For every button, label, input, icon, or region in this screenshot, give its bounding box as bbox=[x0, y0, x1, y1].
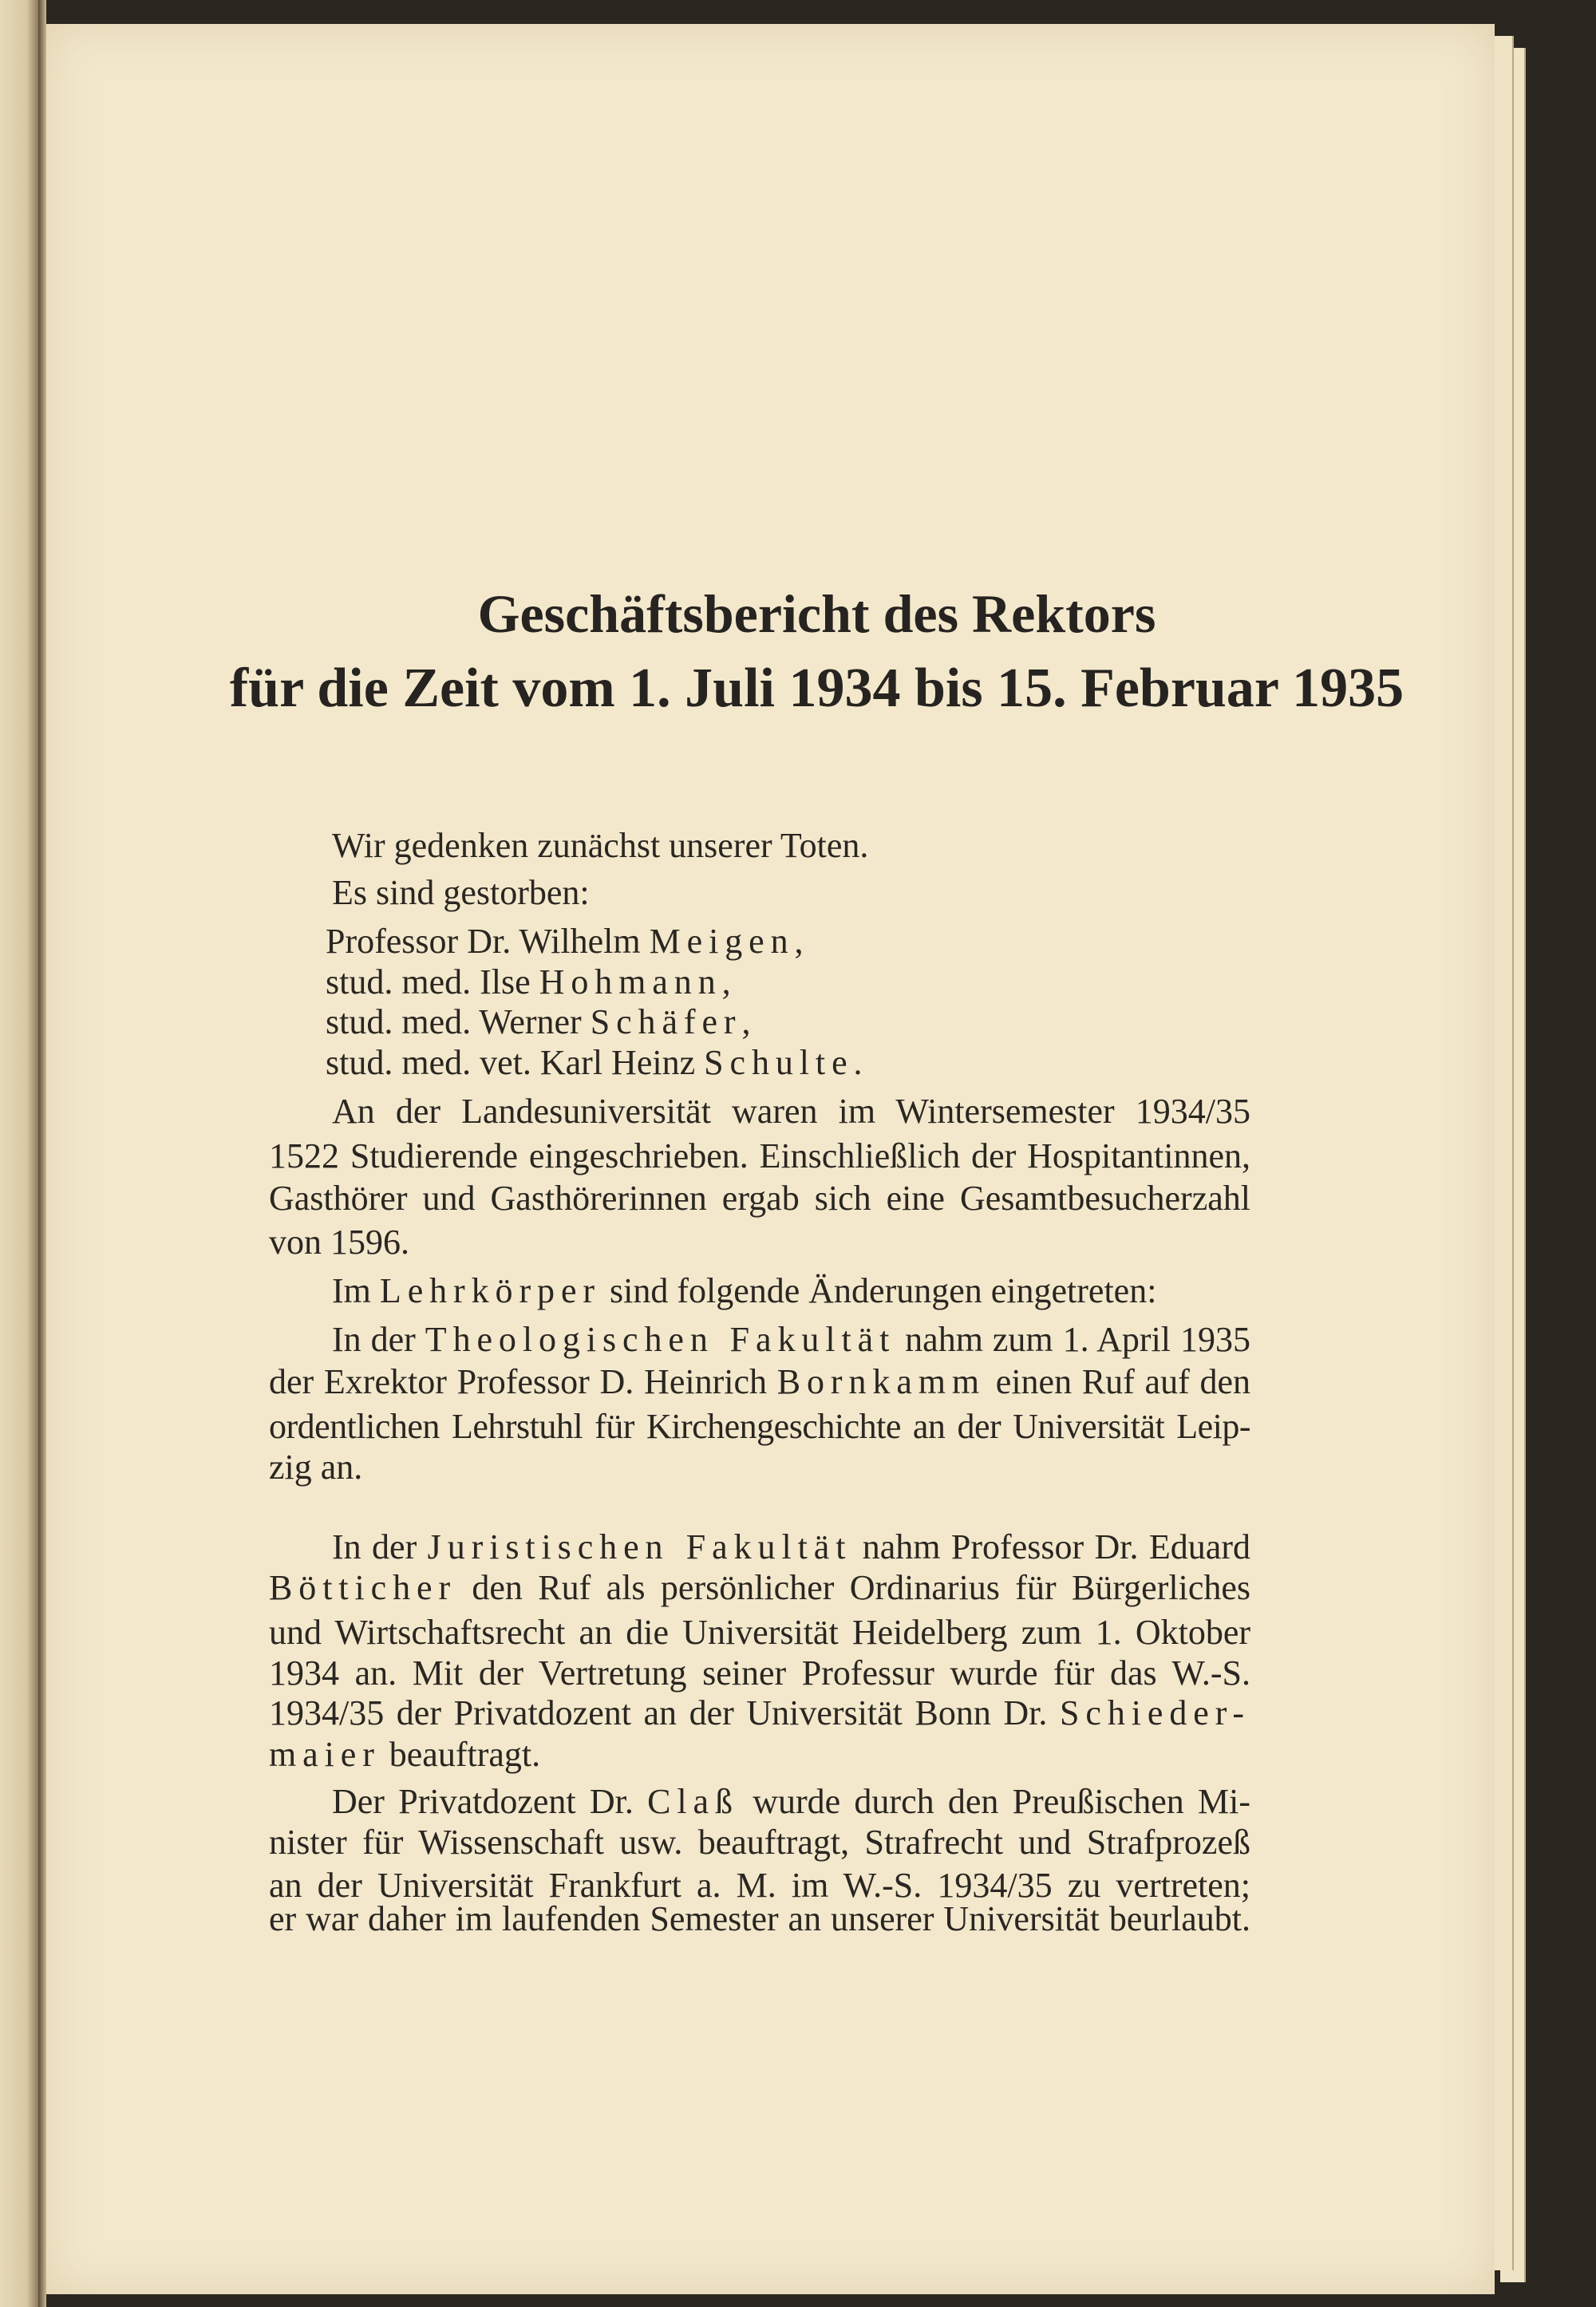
left-page-edge bbox=[0, 0, 38, 2307]
text-line bbox=[269, 1134, 1250, 1179]
text-line bbox=[269, 1897, 1250, 1942]
text-line bbox=[332, 824, 868, 868]
text-line bbox=[332, 1089, 1250, 1134]
spaced-emphasis: Schäfer bbox=[590, 1002, 742, 1041]
text-line bbox=[269, 1360, 1250, 1404]
text-run: stud. med. Werner bbox=[326, 1002, 591, 1041]
spaced-emphasis: Schieder- bbox=[1060, 1693, 1250, 1732]
text-run: zig an. bbox=[269, 1448, 363, 1487]
text-run: sind folgende Änderungen eingetreten: bbox=[600, 1271, 1157, 1310]
page-stack-edge bbox=[1492, 36, 1514, 2270]
text-line bbox=[332, 1317, 1250, 1362]
text-run: An der Landesuniversität waren im Wintersemester 1934/35 bbox=[332, 1092, 1250, 1131]
text-run: nahm zum 1. April 1935 bbox=[895, 1320, 1250, 1359]
text-line bbox=[332, 1780, 1250, 1824]
text-run: einen Ruf auf den bbox=[986, 1362, 1251, 1401]
spaced-emphasis: Schulte bbox=[704, 1043, 854, 1082]
text-run: Gasthörer und Gasthörerinnen ergab sich eine Gesamtbesucherzahl bbox=[269, 1179, 1250, 1218]
spaced-emphasis: maier bbox=[269, 1735, 381, 1774]
spaced-emphasis: Bötticher bbox=[269, 1568, 457, 1607]
text-run: . bbox=[853, 1043, 863, 1082]
title-line-1: Geschäftsbericht des Rektors bbox=[477, 583, 1156, 644]
text-run: er war daher im laufenden Semester an unserer Universität beurlaubt. bbox=[269, 1899, 1250, 1938]
book-gutter bbox=[38, 0, 46, 2307]
text-run: ordentlichen Lehrstuhl für Kirchengeschichte an der Universität Leip- bbox=[269, 1407, 1250, 1446]
text-line bbox=[269, 1220, 409, 1265]
text-run: der Exrektor Professor D. Heinrich bbox=[269, 1362, 777, 1401]
text-line bbox=[269, 1610, 1250, 1655]
text-line bbox=[269, 1445, 362, 1490]
spaced-emphasis: Juristischen Fakultät bbox=[427, 1527, 852, 1566]
text-run: stud. med. vet. Karl Heinz bbox=[326, 1043, 705, 1082]
text-run: von 1596. bbox=[269, 1223, 409, 1262]
text-line bbox=[269, 1820, 1250, 1865]
text-run: 1934/35 der Privatdozent an der Universität Bonn Dr. bbox=[269, 1693, 1060, 1732]
text-run: nahm Professor Dr. Eduard bbox=[851, 1527, 1250, 1566]
text-line bbox=[326, 960, 731, 1005]
text-run: In der bbox=[332, 1527, 428, 1566]
text-run: 1522 Studierende eingeschrieben. Einschließlich der Hospitantinnen, bbox=[269, 1136, 1250, 1175]
spaced-emphasis: Hohmann bbox=[539, 962, 722, 1001]
text-run: Professor Dr. Wilhelm bbox=[326, 922, 650, 961]
text-run: Im bbox=[332, 1271, 380, 1310]
text-run: und Wirtschaftsrecht an die Universität Heidelberg zum 1. Oktober bbox=[269, 1613, 1250, 1652]
text-run: 1934 an. Mit der Vertretung seiner Professur wurde für das W.-S. bbox=[269, 1653, 1250, 1693]
text-line bbox=[269, 1176, 1250, 1221]
text-run: den Ruf als persönlicher Ordinarius für Bürgerliches bbox=[456, 1568, 1250, 1607]
spaced-emphasis: Meigen bbox=[649, 922, 795, 961]
text-run: , bbox=[741, 1002, 751, 1041]
title-line-2: für die Zeit vom 1. Juli 1934 bis 15. Februar 1935 bbox=[229, 658, 1404, 719]
text-line bbox=[326, 919, 804, 964]
text-line bbox=[332, 1525, 1250, 1570]
text-line bbox=[269, 1691, 1250, 1736]
text-run: Es sind gestorben: bbox=[332, 873, 590, 912]
text-line bbox=[332, 871, 590, 915]
text-line bbox=[269, 1566, 1250, 1610]
spaced-emphasis: Lehrkörper bbox=[379, 1271, 601, 1310]
spaced-emphasis: Bornkamm bbox=[776, 1362, 986, 1401]
text-run: wurde durch den Preußischen Mi- bbox=[738, 1782, 1250, 1821]
text-line bbox=[326, 1000, 751, 1045]
text-line bbox=[332, 1269, 1156, 1313]
text-line bbox=[326, 1041, 863, 1085]
text-run: Der Privatdozent Dr. bbox=[332, 1782, 648, 1821]
text-run: beauftragt. bbox=[380, 1735, 541, 1774]
text-run: , bbox=[721, 962, 731, 1001]
text-run: , bbox=[794, 922, 804, 961]
text-run: nister für Wissenschaft usw. beauftragt, Strafrecht und Strafprozeß bbox=[269, 1823, 1250, 1862]
text-run: an der Universität Frankfurt a. M. im W.-S. 1934/35 zu vertreten; bbox=[269, 1866, 1250, 1905]
spaced-emphasis: Claß bbox=[647, 1782, 739, 1821]
text-run: stud. med. Ilse bbox=[326, 962, 539, 1001]
text-line bbox=[269, 1404, 1250, 1449]
spaced-emphasis: Theologischen Fakultät bbox=[425, 1320, 896, 1359]
text-run: Wir gedenken zunächst unserer Toten. bbox=[332, 826, 869, 865]
text-line bbox=[269, 1732, 540, 1777]
document-page bbox=[46, 24, 1495, 2294]
text-line bbox=[269, 1651, 1250, 1696]
text-run: In der bbox=[332, 1320, 425, 1359]
